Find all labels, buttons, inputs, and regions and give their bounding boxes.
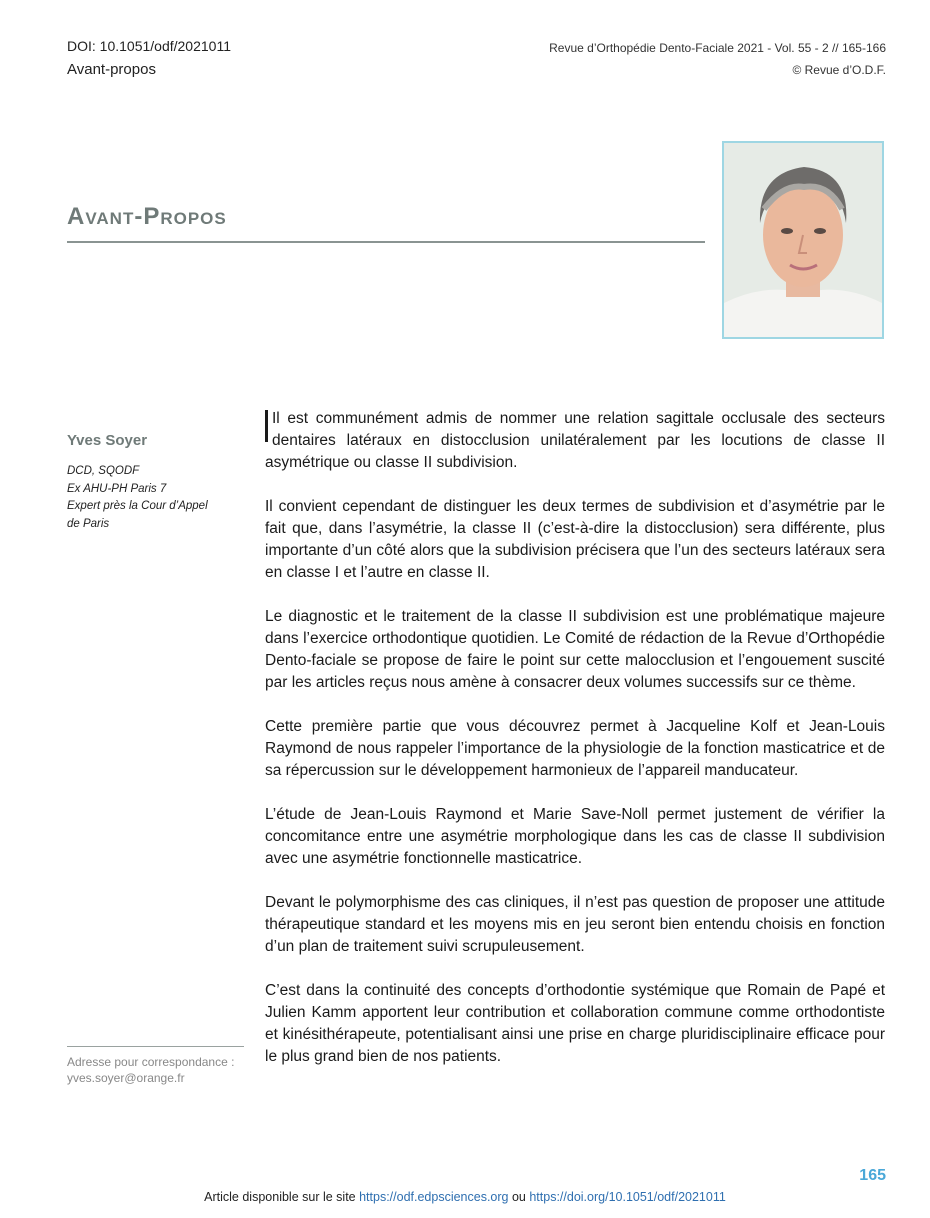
correspondence-label: Adresse pour correspondance : [67, 1055, 235, 1069]
correspondence-divider [67, 1046, 244, 1047]
journal-citation: Revue d’Orthopédie Dento-Faciale 2021 - Vol. 55 - 2 // 165-166 [549, 41, 886, 55]
footer-prefix: Article disponible sur le site [204, 1190, 360, 1204]
affiliation-line: Ex AHU-PH Paris 7 [67, 482, 167, 495]
paragraph-2: Il convient cependant de distinguer les deux termes de subdivision et d’asymétrie par le fait que, dans l’asymétrie, la classe II (c’est-à-dire la distocclusion) sera différente, plus importante d’un côté alors que la subdivision précisera que l’un des secteurs latéraux sera en classe I et l’autre en classe II. [265, 498, 885, 581]
footer-availability [0, 1190, 930, 1204]
paragraph-6: Devant le polymorphisme des cas cliniques, il n’est pas question de proposer une attitude thérapeutique standard et les moyens mis en jeu seront bien entendu choisis en fonction d’un plan de traitement suivi scrupuleusement. [265, 894, 885, 955]
doi-label: DOI: 10.1051/odf/2021011 [67, 38, 231, 54]
page-title: Avant-Propos [67, 203, 227, 230]
paragraph-3: Le diagnostic et le traitement de la classe II subdivision est une problématique majeure dans l’exercice orthodontique quotidien. Le Comité de rédaction de la Revue d’Orthopédie Dento-faciale se propose de faire le point sur cette malocclusion et l’engouement suscité par les articles reçus nous amène à consacrer deux volumes successifs sur ce thème. [265, 608, 885, 691]
copyright-notice: © Revue d’O.D.F. [792, 63, 886, 77]
page-number: 165 [859, 1167, 886, 1184]
drop-cap-bar [265, 410, 268, 442]
footer-link-site[interactable]: https://odf.edpsciences.org [359, 1190, 509, 1204]
footer-link-doi[interactable]: https://doi.org/10.1051/odf/2021011 [529, 1190, 726, 1204]
correspondence-block [67, 1054, 234, 1086]
paragraph-1 [265, 408, 885, 474]
paragraph-5: L’étude de Jean-Louis Raymond et Marie Save-Noll permet justement de vérifier la concomitance entre une asymétrie morphologique dans les cas de classe II subdivision avec une asymétrie fonctionnelle masticatrice. [265, 806, 885, 867]
affiliation-line: DCD, SQODF [67, 465, 140, 477]
author-photo [722, 141, 884, 339]
article-body [265, 408, 885, 1090]
title-divider [67, 241, 705, 243]
footer-middle: ou [508, 1190, 530, 1204]
affiliation-line: de Paris [67, 517, 110, 530]
author-name: Yves Soyer [67, 432, 148, 449]
section-label: Avant-propos [67, 61, 156, 78]
paragraph-4: Cette première partie que vous découvrez permet à Jacqueline Kolf et Jean-Louis Raymond de nous rappeler l’importance de la physiologie de la fonction masticatrice et de sa répercussion sur le développement harmonieux de l’appareil manducateur. [265, 718, 885, 779]
author-portrait-image [724, 143, 882, 337]
affiliation-line: Expert près la Cour d’Appel [67, 500, 208, 512]
paragraph-1-text: Il est communément admis de nommer une relation sagittale occlusale des secteurs dentaires latéraux en distocclusion unilatéralement par les locutions de classe II asymétrique ou classe II subdivision. [265, 410, 885, 471]
paragraph-7: C’est dans la continuité des concepts d’orthodontie systémique que Romain de Papé et Julien Kamm apportent leur contribution et collaboration commune comme orthodontiste et kinésithérapeute, potentialisant ainsi une prise en charge pluridisciplinaire efficace pour le plus grand bien de nos patients. [265, 982, 885, 1065]
correspondence-email[interactable]: yves.soyer@orange.fr [67, 1071, 185, 1085]
author-affiliations [67, 463, 257, 533]
